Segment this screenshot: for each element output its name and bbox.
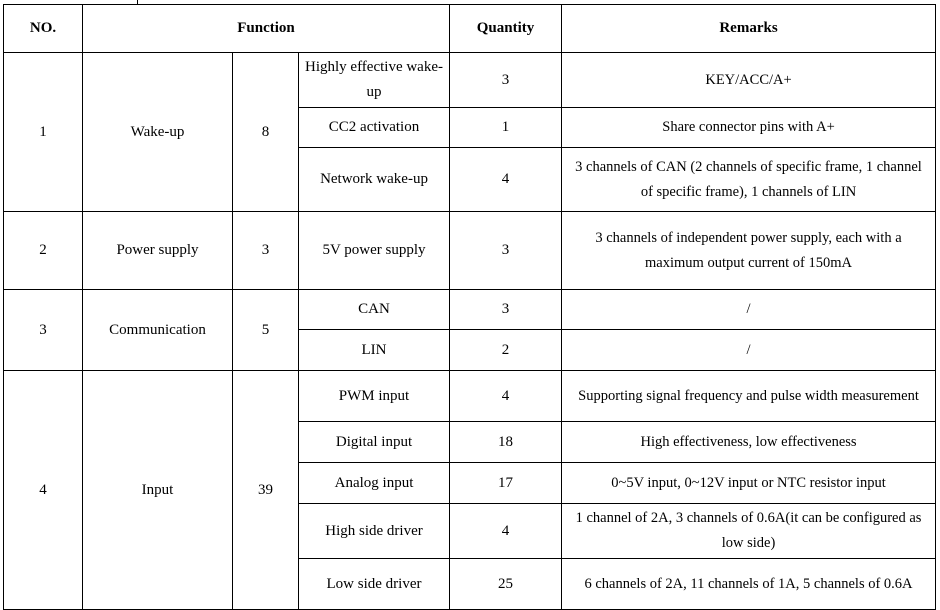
group-name: Communication <box>83 290 233 371</box>
remarks-cell: 3 channels of independent power supply, each with a maximum output current of 150mA <box>562 212 936 290</box>
function-cell: PWM input <box>299 371 450 422</box>
function-cell: CAN <box>299 290 450 330</box>
quantity-cell: 3 <box>450 212 562 290</box>
group-name: Wake-up <box>83 53 233 212</box>
group-no: 1 <box>4 53 83 212</box>
quantity-cell: 4 <box>450 148 562 212</box>
remarks-cell: / <box>562 330 936 371</box>
table-row <box>4 371 936 422</box>
function-cell: CC2 activation <box>299 108 450 148</box>
header-remarks: Remarks <box>562 5 936 53</box>
remarks-cell: Supporting signal frequency and pulse width measurement <box>562 371 936 422</box>
function-spec-table <box>3 4 936 610</box>
quantity-cell: 25 <box>450 559 562 610</box>
group-no: 2 <box>4 212 83 290</box>
function-cell: Low side driver <box>299 559 450 610</box>
remarks-cell: 6 channels of 2A, 11 channels of 1A, 5 channels of 0.6A <box>562 559 936 610</box>
table-row <box>4 212 936 290</box>
group-name: Input <box>83 371 233 610</box>
group-no: 4 <box>4 371 83 610</box>
quantity-cell: 18 <box>450 422 562 463</box>
group-count: 39 <box>233 371 299 610</box>
quantity-cell: 4 <box>450 371 562 422</box>
remarks-cell: 0~5V input, 0~12V input or NTC resistor input <box>562 463 936 504</box>
quantity-cell: 1 <box>450 108 562 148</box>
quantity-cell: 3 <box>450 290 562 330</box>
table-row <box>4 290 936 330</box>
remarks-cell: KEY/ACC/A+ <box>562 53 936 108</box>
remarks-cell: High effectiveness, low effectiveness <box>562 422 936 463</box>
remarks-cell: / <box>562 290 936 330</box>
function-cell: LIN <box>299 330 450 371</box>
function-cell: 5V power supply <box>299 212 450 290</box>
remarks-cell: 3 channels of CAN (2 channels of specific frame, 1 channel of specific frame), 1 channels of LIN <box>562 148 936 212</box>
function-cell: Highly effective wake-up <box>299 53 450 108</box>
function-cell: Network wake-up <box>299 148 450 212</box>
function-cell: Digital input <box>299 422 450 463</box>
quantity-cell: 17 <box>450 463 562 504</box>
group-count: 3 <box>233 212 299 290</box>
header-no: NO. <box>4 5 83 53</box>
function-cell: High side driver <box>299 504 450 559</box>
header-function: Function <box>83 5 450 53</box>
header-row <box>4 5 936 53</box>
quantity-cell: 3 <box>450 53 562 108</box>
header-quantity: Quantity <box>450 5 562 53</box>
quantity-cell: 2 <box>450 330 562 371</box>
function-cell: Analog input <box>299 463 450 504</box>
group-no: 3 <box>4 290 83 371</box>
group-count: 5 <box>233 290 299 371</box>
remarks-cell: Share connector pins with A+ <box>562 108 936 148</box>
table-row <box>4 53 936 108</box>
remarks-cell: 1 channel of 2A, 3 channels of 0.6A(it can be configured as low side) <box>562 504 936 559</box>
quantity-cell: 4 <box>450 504 562 559</box>
group-count: 8 <box>233 53 299 212</box>
group-name: Power supply <box>83 212 233 290</box>
